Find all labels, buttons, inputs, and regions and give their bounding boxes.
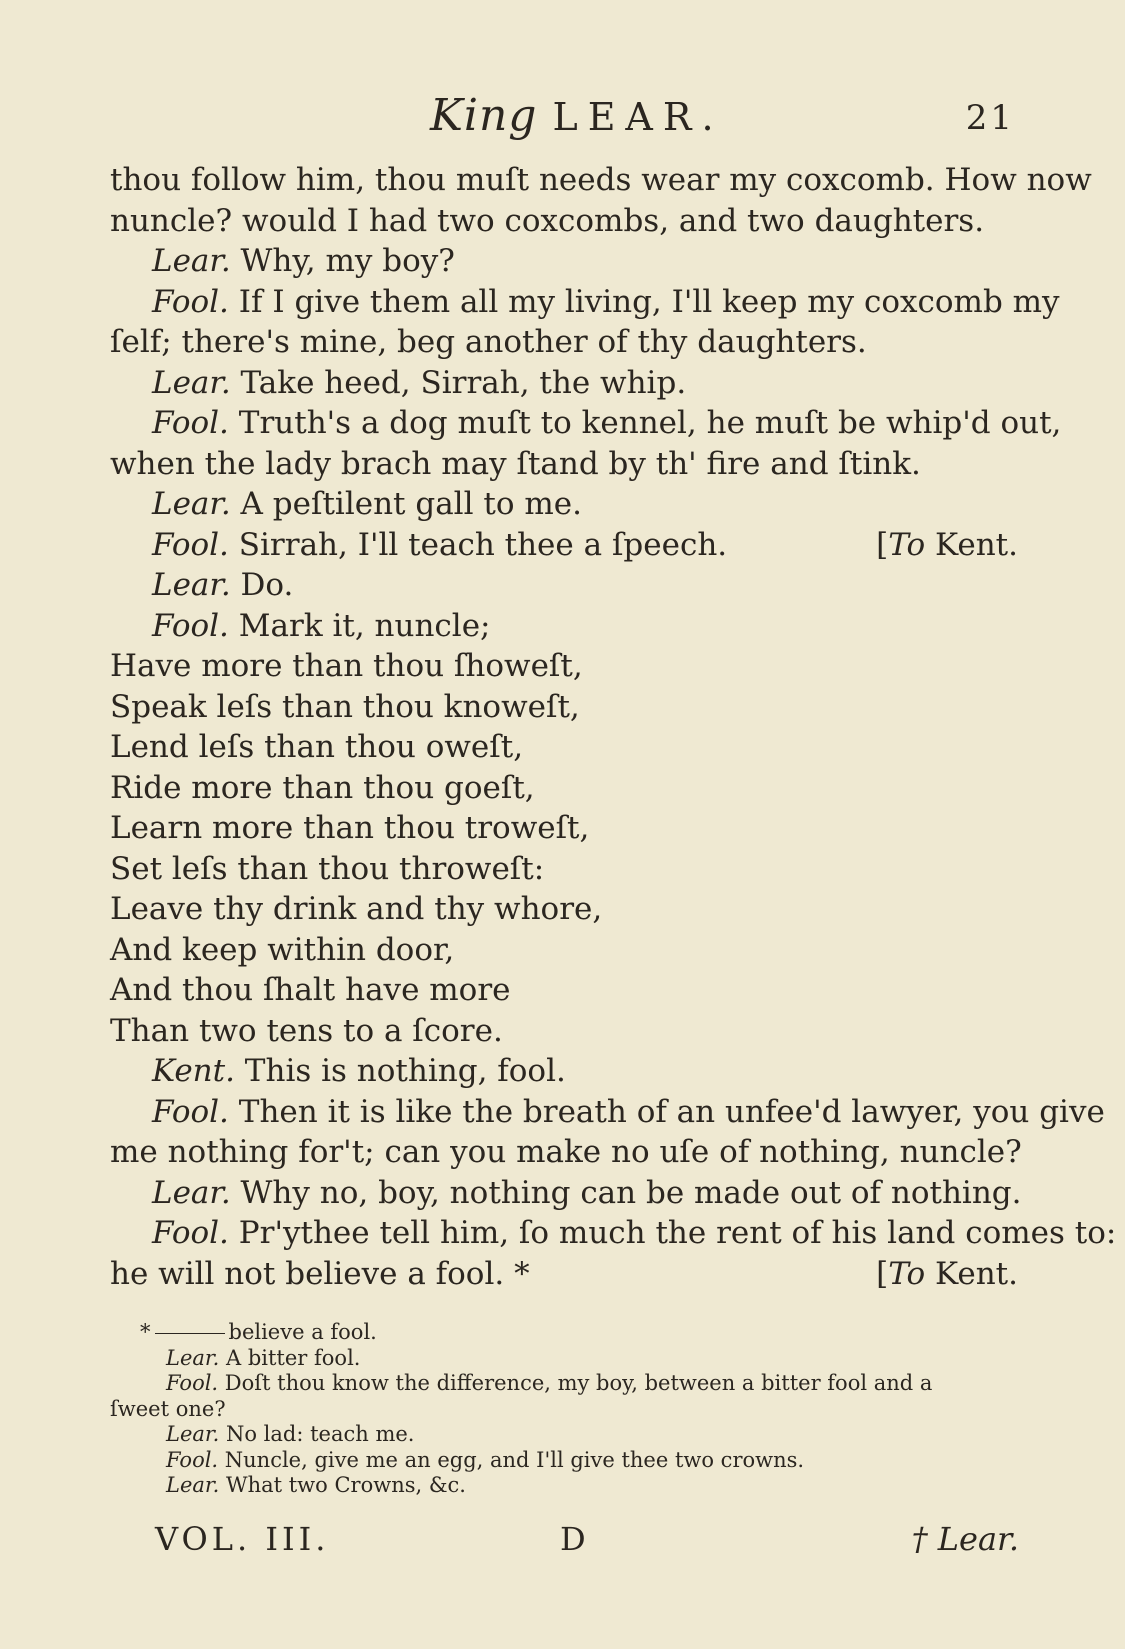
text-line	[110, 160, 1092, 201]
line-text: Why no, boy, nothing can be made out of nothing.	[230, 1174, 1022, 1211]
line-text: Pr'ythee tell him, ſo much the rent of his land comes to:	[228, 1215, 1117, 1251]
line-text: he will not believe a fool. *	[110, 1255, 530, 1292]
stage-bracket: [	[876, 526, 889, 563]
speaker-name: Fool.	[152, 1215, 229, 1251]
catchword	[912, 1520, 1019, 1558]
line-text: Sirrah, I'll teach thee a ſpeech.	[228, 526, 728, 563]
text-line	[110, 241, 1018, 282]
footnote-text: believe a fool.	[228, 1320, 377, 1344]
speaker-name: Lear.	[166, 1473, 220, 1497]
line-text: Take heed, Sirrah, the whip.	[230, 364, 687, 401]
footnote-marker: *	[140, 1320, 151, 1344]
stage-direction-name: Kent.	[925, 1255, 1018, 1292]
line-text: Speak leſs than thou knoweſt,	[110, 688, 580, 725]
line-text: Do.	[230, 567, 294, 603]
speaker-name: Lear.	[166, 1345, 220, 1370]
line-text: Learn more than thou troweſt,	[110, 810, 590, 846]
speaker-name: Lear.	[152, 1174, 231, 1211]
line-text: And keep within door,	[110, 931, 455, 968]
footnote-line	[110, 1346, 1018, 1372]
text-line	[110, 727, 1018, 768]
stage-bracket: [	[876, 1255, 889, 1292]
stage-direction-to: To	[888, 526, 926, 563]
running-title-caps: LEAR.	[552, 95, 724, 139]
text-line	[110, 1213, 1117, 1254]
line-text: ſelf; there's mine, beg another of thy daughters.	[110, 324, 867, 360]
line-text: me nothing for't; can you make no uſe of nothing, nuncle?	[110, 1134, 1022, 1170]
stage-direction	[876, 525, 1018, 566]
line-text: Why, my boy?	[230, 243, 455, 279]
text-line	[110, 687, 1018, 728]
speaker-name: Lear.	[152, 243, 231, 279]
line-text: thou follow him, thou muſt needs wear my coxcomb. How now	[110, 162, 1092, 198]
signature-mark: D	[560, 1520, 586, 1558]
line-text: Ride more than thou goeſt,	[110, 769, 535, 806]
line-text: Then it is like the breath of an unfee'd lawyer, you give	[228, 1093, 1105, 1130]
line-text: If I give them all my living, I'll keep my coxcomb my	[228, 283, 1060, 320]
stage-direction	[876, 1254, 1018, 1295]
footnote-text: A bitter fool.	[219, 1345, 361, 1370]
footnote-text: Nuncle, give me an egg, and I'll give thee two crowns.	[218, 1447, 805, 1472]
line-text: when the lady brach may ſtand by th' fire and ſtink.	[110, 445, 921, 482]
line-text: And thou ſhalt have more	[110, 972, 511, 1008]
text-line	[110, 1092, 1105, 1133]
text-line	[110, 201, 1018, 242]
running-title	[430, 90, 724, 141]
line-text: Truth's a dog muſt to kennel, he muſt be whip'd out,	[228, 405, 1062, 441]
footnote-text: No lad: teach me.	[219, 1422, 415, 1446]
line-text: Leave thy drink and thy whore,	[110, 891, 603, 927]
text-line	[110, 1254, 1018, 1295]
footnote-line	[110, 1448, 1018, 1474]
text-line	[110, 1051, 1018, 1092]
footnote-text: Doſt thou know the difference, my boy, between a bitter fool and a	[218, 1371, 933, 1395]
speaker-name: Fool.	[152, 526, 229, 563]
text-line	[110, 849, 1018, 890]
line-text: A peſtilent gall to me.	[230, 486, 582, 522]
stage-direction-name: Kent.	[925, 526, 1018, 563]
speaker-name: Lear.	[152, 364, 231, 401]
text-line	[110, 282, 1060, 323]
dialogue-text	[110, 160, 1117, 1294]
footnote-line	[110, 1371, 1018, 1397]
speaker-name: Fool.	[152, 405, 229, 441]
speaker-name: Lear.	[152, 567, 231, 603]
text-line	[110, 970, 1018, 1011]
footnote-text: What two Crowns, &c.	[219, 1473, 466, 1497]
speaker-name: Fool.	[152, 283, 229, 320]
footnote-line	[110, 1422, 1018, 1448]
speaker-name: Fool.	[166, 1447, 219, 1472]
footnote-line	[110, 1397, 1018, 1423]
footnote-line	[110, 1320, 1018, 1346]
text-line	[110, 1132, 1022, 1173]
text-line	[110, 768, 1018, 809]
text-line	[110, 1011, 1018, 1052]
line-text: This is nothing, fool.	[234, 1053, 566, 1089]
line-text: Than two tens to a ſcore.	[110, 1012, 503, 1049]
speaker-name: Kent.	[152, 1053, 235, 1089]
text-line	[110, 565, 1018, 606]
speaker-name: Fool.	[152, 1093, 229, 1130]
line-text: Lend leſs than thou oweſt,	[110, 729, 524, 765]
page-number: 21	[965, 98, 1015, 138]
text-line	[110, 403, 1062, 444]
catchword-text: Lear.	[937, 1520, 1019, 1558]
line-text: Set leſs than thou throweſt:	[110, 850, 545, 887]
footnote	[110, 1320, 1018, 1499]
speaker-name: Fool.	[152, 607, 229, 644]
footnote-line	[110, 1473, 1018, 1499]
page-footer	[0, 1520, 1125, 1564]
text-line	[110, 646, 1018, 687]
text-line	[110, 930, 1018, 971]
text-line	[110, 322, 1018, 363]
speaker-name: Lear.	[166, 1422, 220, 1446]
line-text: nuncle? would I had two coxcombs, and two daughters.	[110, 202, 985, 239]
line-text: Have more than thou ſhoweſt,	[110, 648, 583, 684]
volume-label: VOL. III.	[155, 1520, 330, 1558]
text-line	[110, 363, 1018, 404]
running-title-italic: King	[430, 90, 538, 141]
line-text: Mark it, nuncle;	[228, 607, 491, 644]
text-line	[110, 889, 1018, 930]
footnote-text: ſweet one?	[110, 1396, 226, 1421]
text-line	[110, 444, 1018, 485]
text-line	[110, 1173, 1022, 1214]
footnote-dash	[155, 1333, 225, 1334]
speaker-name: Lear.	[152, 486, 231, 522]
text-line	[110, 484, 1018, 525]
speaker-name: Fool.	[166, 1371, 219, 1395]
dagger-mark: †	[911, 1520, 928, 1558]
text-line	[110, 606, 1018, 647]
stage-direction-to: To	[888, 1255, 926, 1292]
text-line	[110, 525, 1018, 566]
text-line	[110, 808, 1018, 849]
running-header	[0, 90, 1125, 140]
